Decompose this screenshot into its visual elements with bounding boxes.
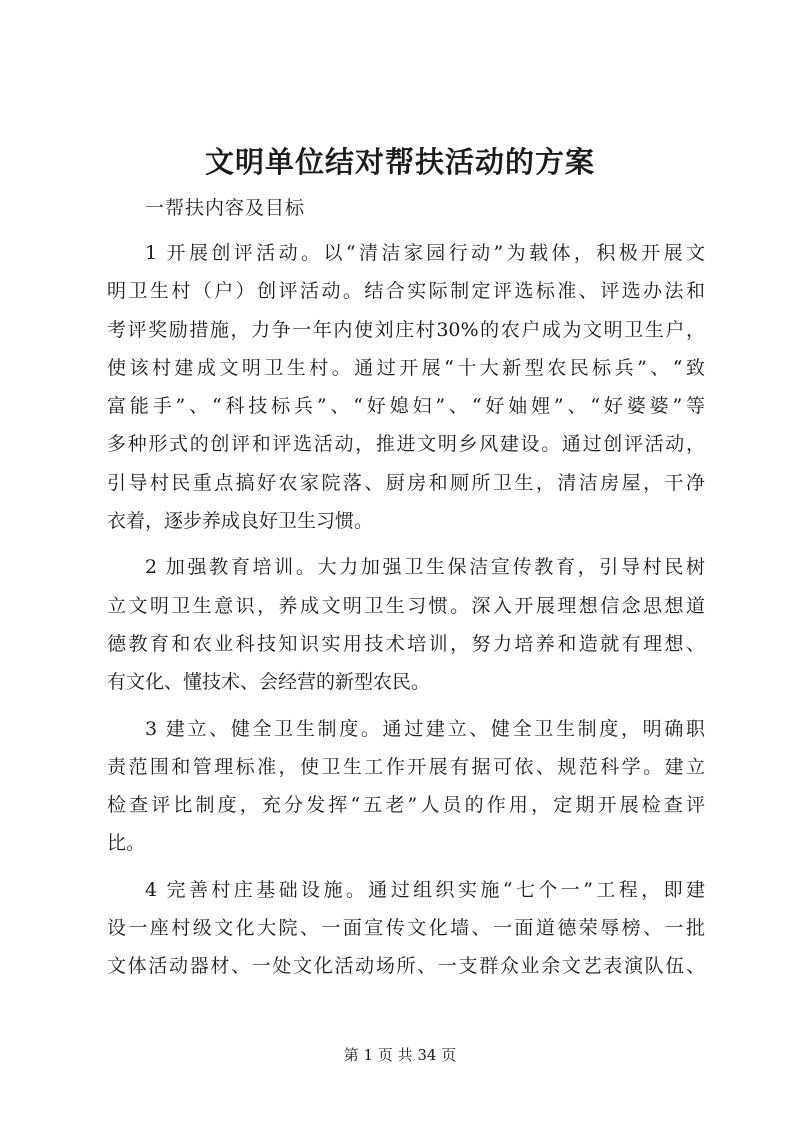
paragraph-line: 富能手”、“科技标兵”、“好媳妇”、“好妯娌”、“好婆婆”等 xyxy=(107,395,705,418)
paragraph-line: 明卫生村（户）创评活动。结合实际制定评选标准、评选办法和 xyxy=(107,280,705,303)
paragraph-line: 文体活动器材、一处文化活动场所、一支群众业余文艺表演队伍、 xyxy=(107,955,705,978)
document-title: 文明单位结对帮扶活动的方案 xyxy=(204,145,595,179)
paragraph-line: 有文化、懂技术、会经营的新型农民。 xyxy=(107,671,431,694)
paragraph-1 xyxy=(107,234,705,540)
paragraph-line: 比。 xyxy=(107,832,146,855)
paragraph-line: 引导村民重点搞好农家院落、厨房和厕所卫生，清洁房屋，干净 xyxy=(107,471,705,494)
document-body xyxy=(107,190,705,986)
paragraph-line: 衣着，逐步养成良好卫生习惯。 xyxy=(107,510,374,533)
paragraph-line: 立文明卫生意识，养成文明卫生习惯。深入开展理想信念思想道 xyxy=(107,594,705,617)
paragraph-line: 考评奖励措施，力争一年内使刘庄村30%的农户成为文明卫生户， xyxy=(107,318,705,341)
paragraph-line: 使该村建成文明卫生村。通过开展“十大新型农民标兵”、“致 xyxy=(107,356,705,379)
paragraph-line: 2 加强教育培训。大力加强卫生保洁宣传教育，引导村民树 xyxy=(145,556,705,579)
paragraph-line: 设一座村级文化大院、一面宣传文化墙、一面道德荣辱榜、一批 xyxy=(107,917,705,940)
paragraph-line: 3 建立、健全卫生制度。通过建立、健全卫生制度，明确职 xyxy=(145,717,705,740)
paragraph-line: 1 开展创评活动。以“清洁家园行动”为载体，积极开展文 xyxy=(145,242,705,264)
page-footer: 第 1 页 共 34 页 xyxy=(343,1046,457,1064)
paragraph-4 xyxy=(107,871,705,986)
paragraph-2 xyxy=(107,548,705,701)
paragraph-line: 多种形式的创评和评选活动，推进文明乡风建设。通过创评活动， xyxy=(107,433,705,456)
paragraph-line: 德教育和农业科技知识实用技术培训，努力培养和造就有理想、 xyxy=(107,632,705,655)
section-heading: 一帮扶内容及目标 xyxy=(145,197,306,219)
paragraph-line: 检查评比制度，充分发挥“五老”人员的作用，定期开展检查评 xyxy=(107,794,705,817)
paragraph-line: 4 完善村庄基础设施。通过组织实施“七个一”工程，即建 xyxy=(145,878,705,901)
paragraph-3 xyxy=(107,710,705,863)
paragraph-line: 责范围和管理标准，使卫生工作开展有据可依、规范科学。建立 xyxy=(107,755,705,778)
